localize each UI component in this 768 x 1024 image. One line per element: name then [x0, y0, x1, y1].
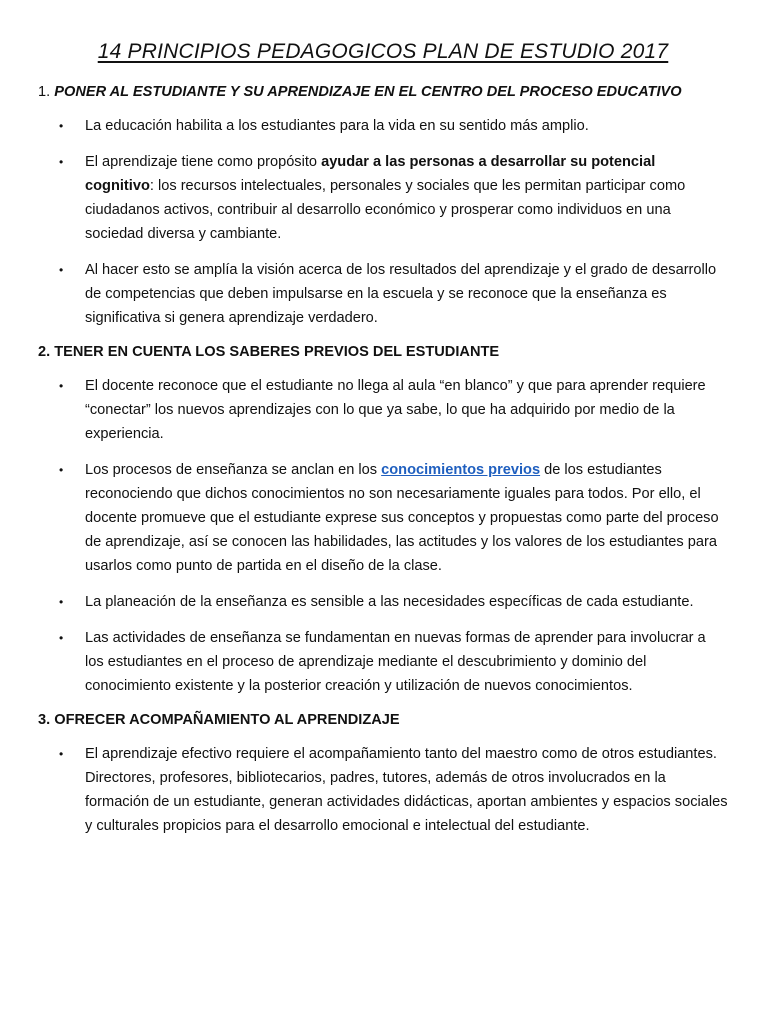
bullet-icon: •	[59, 263, 64, 277]
list-item	[38, 258, 728, 330]
list-item-text: de los estudiantes reconociendo que dichos conocimientos no son necesariamente iguales para todos. Por ello, el docente promueve que el estudiante exprese sus conceptos y propuestas como parte del proceso de aprendizaje, así se conocen las habilidades, las actitudes y los valores de los estudiantes para usarlos como punto de partida en el diseño de la clase.	[85, 462, 719, 574]
section-heading-2	[38, 342, 728, 362]
section-title: PONER AL ESTUDIANTE Y SU APRENDIZAJE EN EL CENTRO DEL PROCESO EDUCATIVO	[54, 84, 682, 100]
list-item	[38, 150, 728, 246]
list-item-text: El aprendizaje tiene como propósito	[85, 154, 322, 170]
section-number: 2.	[38, 344, 55, 360]
bullet-icon: •	[59, 747, 64, 761]
section-2-list	[38, 374, 728, 698]
list-item-text: El aprendizaje efectivo requiere el acompañamiento tanto del maestro como de otros estudiantes. Directores, profesores, bibliotecarios, padres, tutores, además de otros involucrados en la formación de un estudiante, generan actividades didácticas, aportan ambientes y espacios sociales y culturales propicios para el desarrollo emocional e intelectual del estudiante.	[85, 746, 728, 834]
bullet-icon: •	[59, 631, 64, 645]
list-item	[38, 742, 728, 838]
emphasized-text: ayudar a las personas a desarrollar su potencial cognitivo	[85, 154, 656, 194]
list-item-text: El docente reconoce que el estudiante no llega al aula “en blanco” y que para aprender requiere “conectar” los nuevos aprendizajes con lo que ya sabe, lo que ha adquirido por medio de la experiencia.	[85, 378, 706, 442]
list-item-text: La educación habilita a los estudiantes para la vida en su sentido más amplio.	[85, 118, 589, 134]
list-item	[38, 458, 728, 578]
bullet-icon: •	[59, 463, 64, 477]
section-heading-3	[38, 710, 728, 730]
section-title: OFRECER ACOMPAÑAMIENTO AL APRENDIZAJE	[54, 712, 400, 728]
list-item-text: Los procesos de enseñanza se anclan en los	[85, 462, 382, 478]
section-3-list	[38, 742, 728, 838]
bullet-icon: •	[59, 155, 64, 169]
section-number: 3.	[38, 712, 55, 728]
conocimientos-previos-link[interactable]: conocimientos previos	[381, 462, 541, 478]
list-item	[38, 590, 728, 614]
list-item-text: : los recursos intelectuales, personales y sociales que les permitan participar como ciudadanos activos, contribuir al desarrollo económico y prosperar como individuos en una sociedad diversa y cambiante.	[85, 178, 686, 242]
list-item	[38, 626, 728, 698]
section-heading-1	[38, 82, 728, 102]
list-item	[38, 374, 728, 446]
document-title: 14 PRINCIPIOS PEDAGOGICOS PLAN DE ESTUDIO 2017	[97, 40, 669, 63]
list-item-text: La planeación de la enseñanza es sensible a las necesidades específicas de cada estudiante.	[85, 594, 694, 610]
section-1-list	[38, 114, 728, 330]
bullet-icon: •	[59, 379, 64, 393]
list-item-text: Las actividades de enseñanza se fundamentan en nuevas formas de aprender para involucrar a los estudiantes en el proceso de aprendizaje mediante el descubrimiento y dominio del conocimiento existente y la posterior creación y utilización de nuevos conocimientos.	[85, 630, 706, 694]
section-title: TENER EN CUENTA LOS SABERES PREVIOS DEL ESTUDIANTE	[54, 344, 500, 360]
list-item	[38, 114, 728, 138]
bullet-icon: •	[59, 595, 64, 609]
section-number: 1.	[38, 84, 55, 100]
bullet-icon: •	[59, 119, 64, 133]
list-item-text: Al hacer esto se amplía la visión acerca de los resultados del aprendizaje y el grado de desarrollo de competencias que deben impulsarse en la escuela y se reconoce que la enseñanza es significativa si genera aprendizaje verdadero.	[85, 262, 717, 326]
